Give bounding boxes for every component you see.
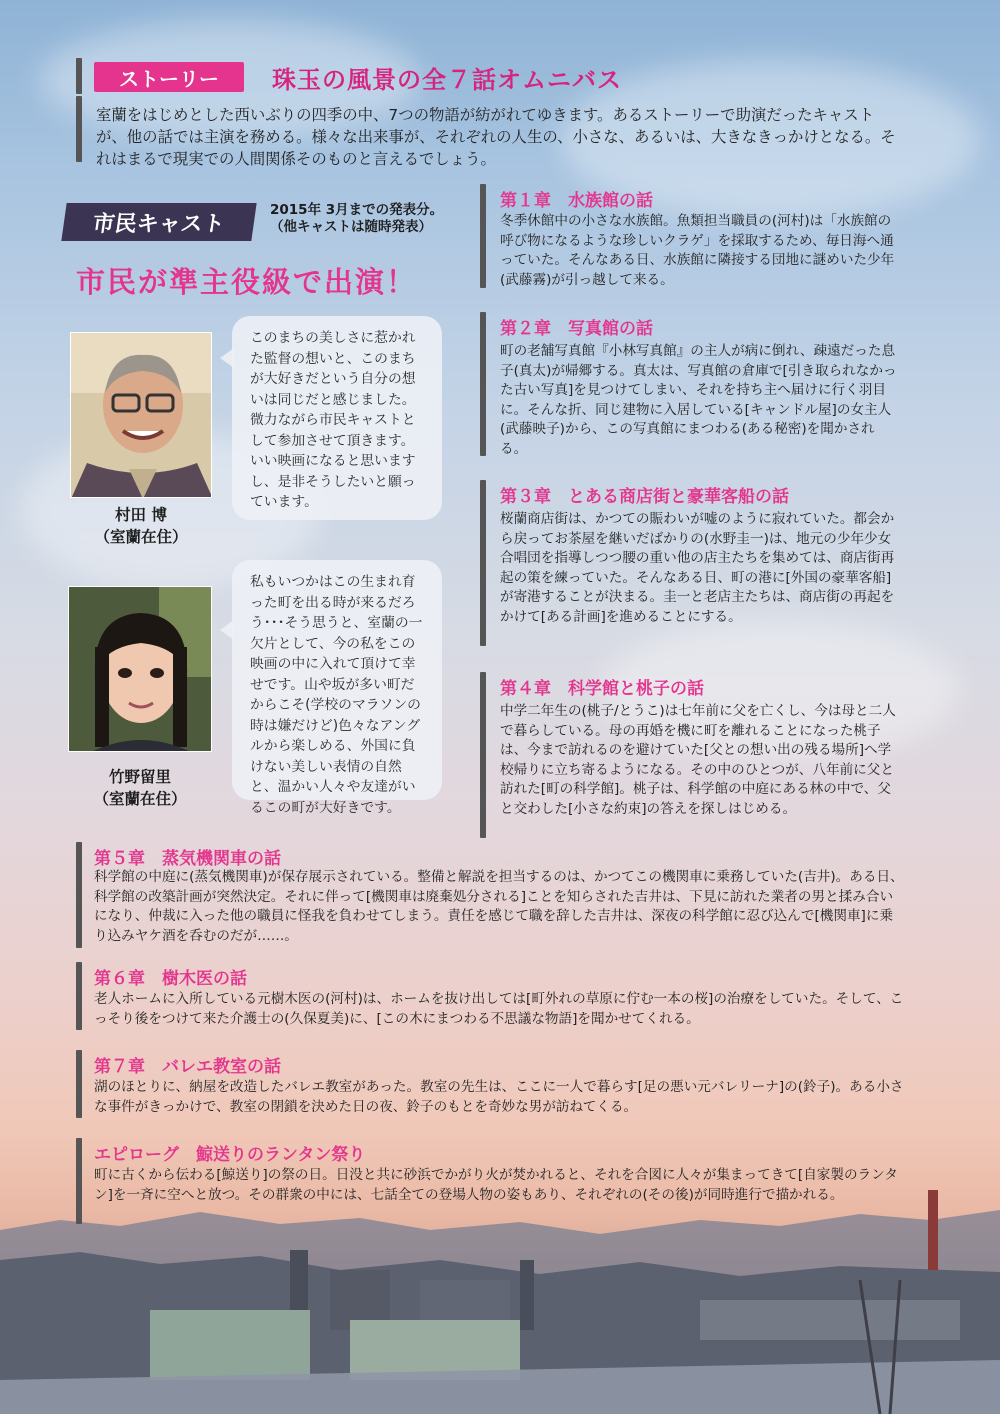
section-bar (76, 1050, 82, 1118)
story-text: 室蘭をはじめとした西いぶりの四季の中、7つの物語が紡がれてゆきます。あるストーリーで助演だったキャストが、他の話では主演を務める。様々な出来事が、それぞれの人生の、小さな、あるいは、大きなきっかけとなる。それはまるで現実での人間関係そのものと言えるでしょう。 (96, 106, 896, 168)
section-bar (480, 480, 486, 646)
epilogue-text: 町に古くから伝わる[鯨送り]の祭の日。日没と共に砂浜でかがり火が焚かれると、それを合図に人々が集まってきて[自家製のランタン]を一斉に空へと放つ。その群衆の中には、七話全ての登場人物の姿もあり、それぞれの(その後)が同時進行で描かれる。 (94, 1167, 898, 1203)
section-bar (76, 842, 82, 948)
story-badge: ストーリー (94, 62, 244, 92)
story-tagline: 珠玉の風景の全７話オムニバス (272, 66, 622, 94)
cast-residence: （室蘭在住） (94, 528, 188, 546)
section-bar (480, 672, 486, 838)
section-bar (76, 1138, 82, 1224)
cast-note-line: 2015年 3月までの発表分。 (270, 202, 444, 218)
chapter-4-text: 中学二年生の(桃子/とうこ)は七年前に父を亡くし、今は母と二人で暮らしている。母の再婚を機に町を離れることになった桃子は、今まで訪れるのを避けていた[父との想い出の残る場所]へ学校帰りに立ち寄るようになる。その中のひとつが、八年前に父と訪れた[町の科学館]。桃子は、科学館の中庭にある林の中で、父と交わした[小さな約束]の答えを探しはじめる。 (500, 703, 896, 817)
comment-bubble-takeno: 私もいつかはこの生まれ育った町を出る時が来るだろう･･･そう思うと、室蘭の一欠片として、今の私をこの映画の中に入れて頂けて幸せです。山や坂が多い町だからこそ(学校のマラソンの時は嫌だけど)色々なアングルから楽しめる、外国に負けない美しい表情の自然と、温かい人々や友達がいるこの町が大好きです。 (232, 560, 442, 800)
chapter-3-text: 桜蘭商店街は、かつての賑わいが嘘のように寂れていた。都会から戻ってお茶屋を継いだばかりの(水野圭一)は、地元の少年少女合唱団を指導しつつ腰の重い他の店主たちを集めては、商店街再起の策を練っていた。そんなある日、町の港に[外国の豪華客船]が寄港することが決まる。圭一と老店主たちは、商店街の再起をかけて[ある計画]を進めることにする。 (500, 511, 895, 625)
chapter-3-title: 第３章 とある商店街と豪華客船の話 (500, 487, 789, 507)
chapter-1-text: 冬季休館中の小さな水族館。魚類担当職員の(河村)は「水族館の呼び物になるような珍しいクラゲ」を採取するため、毎日海へ通っていた。そんなある日、水族館に隣接する団地に謎めいた少年(武藤霧)が引っ越して来る。 (500, 213, 895, 288)
cast-badge (61, 203, 256, 241)
cast-name: 村田 博 (115, 506, 167, 524)
chapter-4-title: 第４章 科学館と桃子の話 (500, 679, 704, 699)
chapter-6-title: 第６章 樹木医の話 (94, 969, 247, 989)
cast-note (270, 202, 443, 236)
industrial-landscape-image (0, 1190, 1000, 1414)
chapter-2-text: 町の老舗写真館『小林写真館』の主人が病に倒れ、疎遠だった息子(真太)が帰郷する。真太は、写真館の倉庫で[引き取られなかった古い写真]を見つけてしまい、それを持ち主へ届けに行く羽目に。そんな折、同じ建物に入居している[キャンドル屋]の女主人(武藤映子)から、この写真館にまつわる(ある秘密)を聞かされる。 (500, 343, 897, 457)
cast-name-takeno (68, 766, 212, 810)
chapter-2-title: 第２章 写真館の話 (500, 319, 653, 339)
chapter-7-text: 湖のほとりに、納屋を改造したバレエ教室があった。教室の先生は、ここに一人で暮らす[足の悪い元バレリーナ]の(鈴子)。ある小さな事件がきっかけで、教室の閉鎖を決めた日の夜、鈴子のもとを奇妙な男が訪ねてくる。 (94, 1079, 904, 1115)
section-bar (76, 58, 82, 94)
comment-bubble-murata: このまちの美しさに惹かれた監督の想いと、このまちが大好きだという自分の想いは同じだと感じました。微力ながら市民キャストとして参加させて頂きます。いい映画になると思いますし、是非そうしたいと願っています。 (232, 316, 442, 520)
cast-note-line: （他キャストは随時発表） (270, 219, 432, 235)
chapter-5-text: 科学館の中庭に(蒸気機関車)が保存展示されている。整備と解説を担当するのは、かつてこの機関車に乗務していた(吉井)。ある日、科学館の改築計画が突然決定。それに伴って[機関車は廃棄処分される]ことを知らされた吉井は、下見に訪れた業者の男と揉み合いになり、仲裁に入った他の職員に怪我を負わせてしまう。責任を感じて職を辞した吉井は、深夜の科学館に忍び込んで[機関車]に乗り込みヤケ酒を呑むのだが……。 (94, 869, 904, 944)
cast-name: 竹野留里 (108, 768, 171, 786)
cast-title: 市民が準主役級で出演！ (76, 265, 418, 299)
section-bar (76, 962, 82, 1030)
chapter-1-title: 第１章 水族館の話 (500, 191, 653, 211)
section-bar (76, 96, 82, 162)
chapter-6-text: 老人ホームに入所している元樹木医の(河村)は、ホームを抜け出しては[町外れの草原に佇む一本の桜]の治療をしていた。そして、こっそり後をつけて来た介護士の(久保夏美)に、[この木にまつわる不思議な物語]を聞かせてくれる。 (94, 991, 904, 1027)
section-bar (480, 312, 486, 456)
story-header (76, 58, 776, 94)
cast-photo-murata (70, 332, 212, 498)
cast-name-murata (70, 504, 212, 548)
cast-residence: （室蘭在住） (93, 790, 187, 808)
section-bar (480, 184, 486, 288)
chapter-7-title: 第７章 バレエ教室の話 (94, 1057, 281, 1077)
epilogue-title: エピローグ 鯨送りのランタン祭り (94, 1145, 366, 1165)
cast-photo-takeno (68, 586, 212, 752)
chapter-5-title: 第５章 蒸気機関車の話 (94, 849, 281, 869)
cast-badge-label: 市民キャスト (90, 211, 227, 237)
